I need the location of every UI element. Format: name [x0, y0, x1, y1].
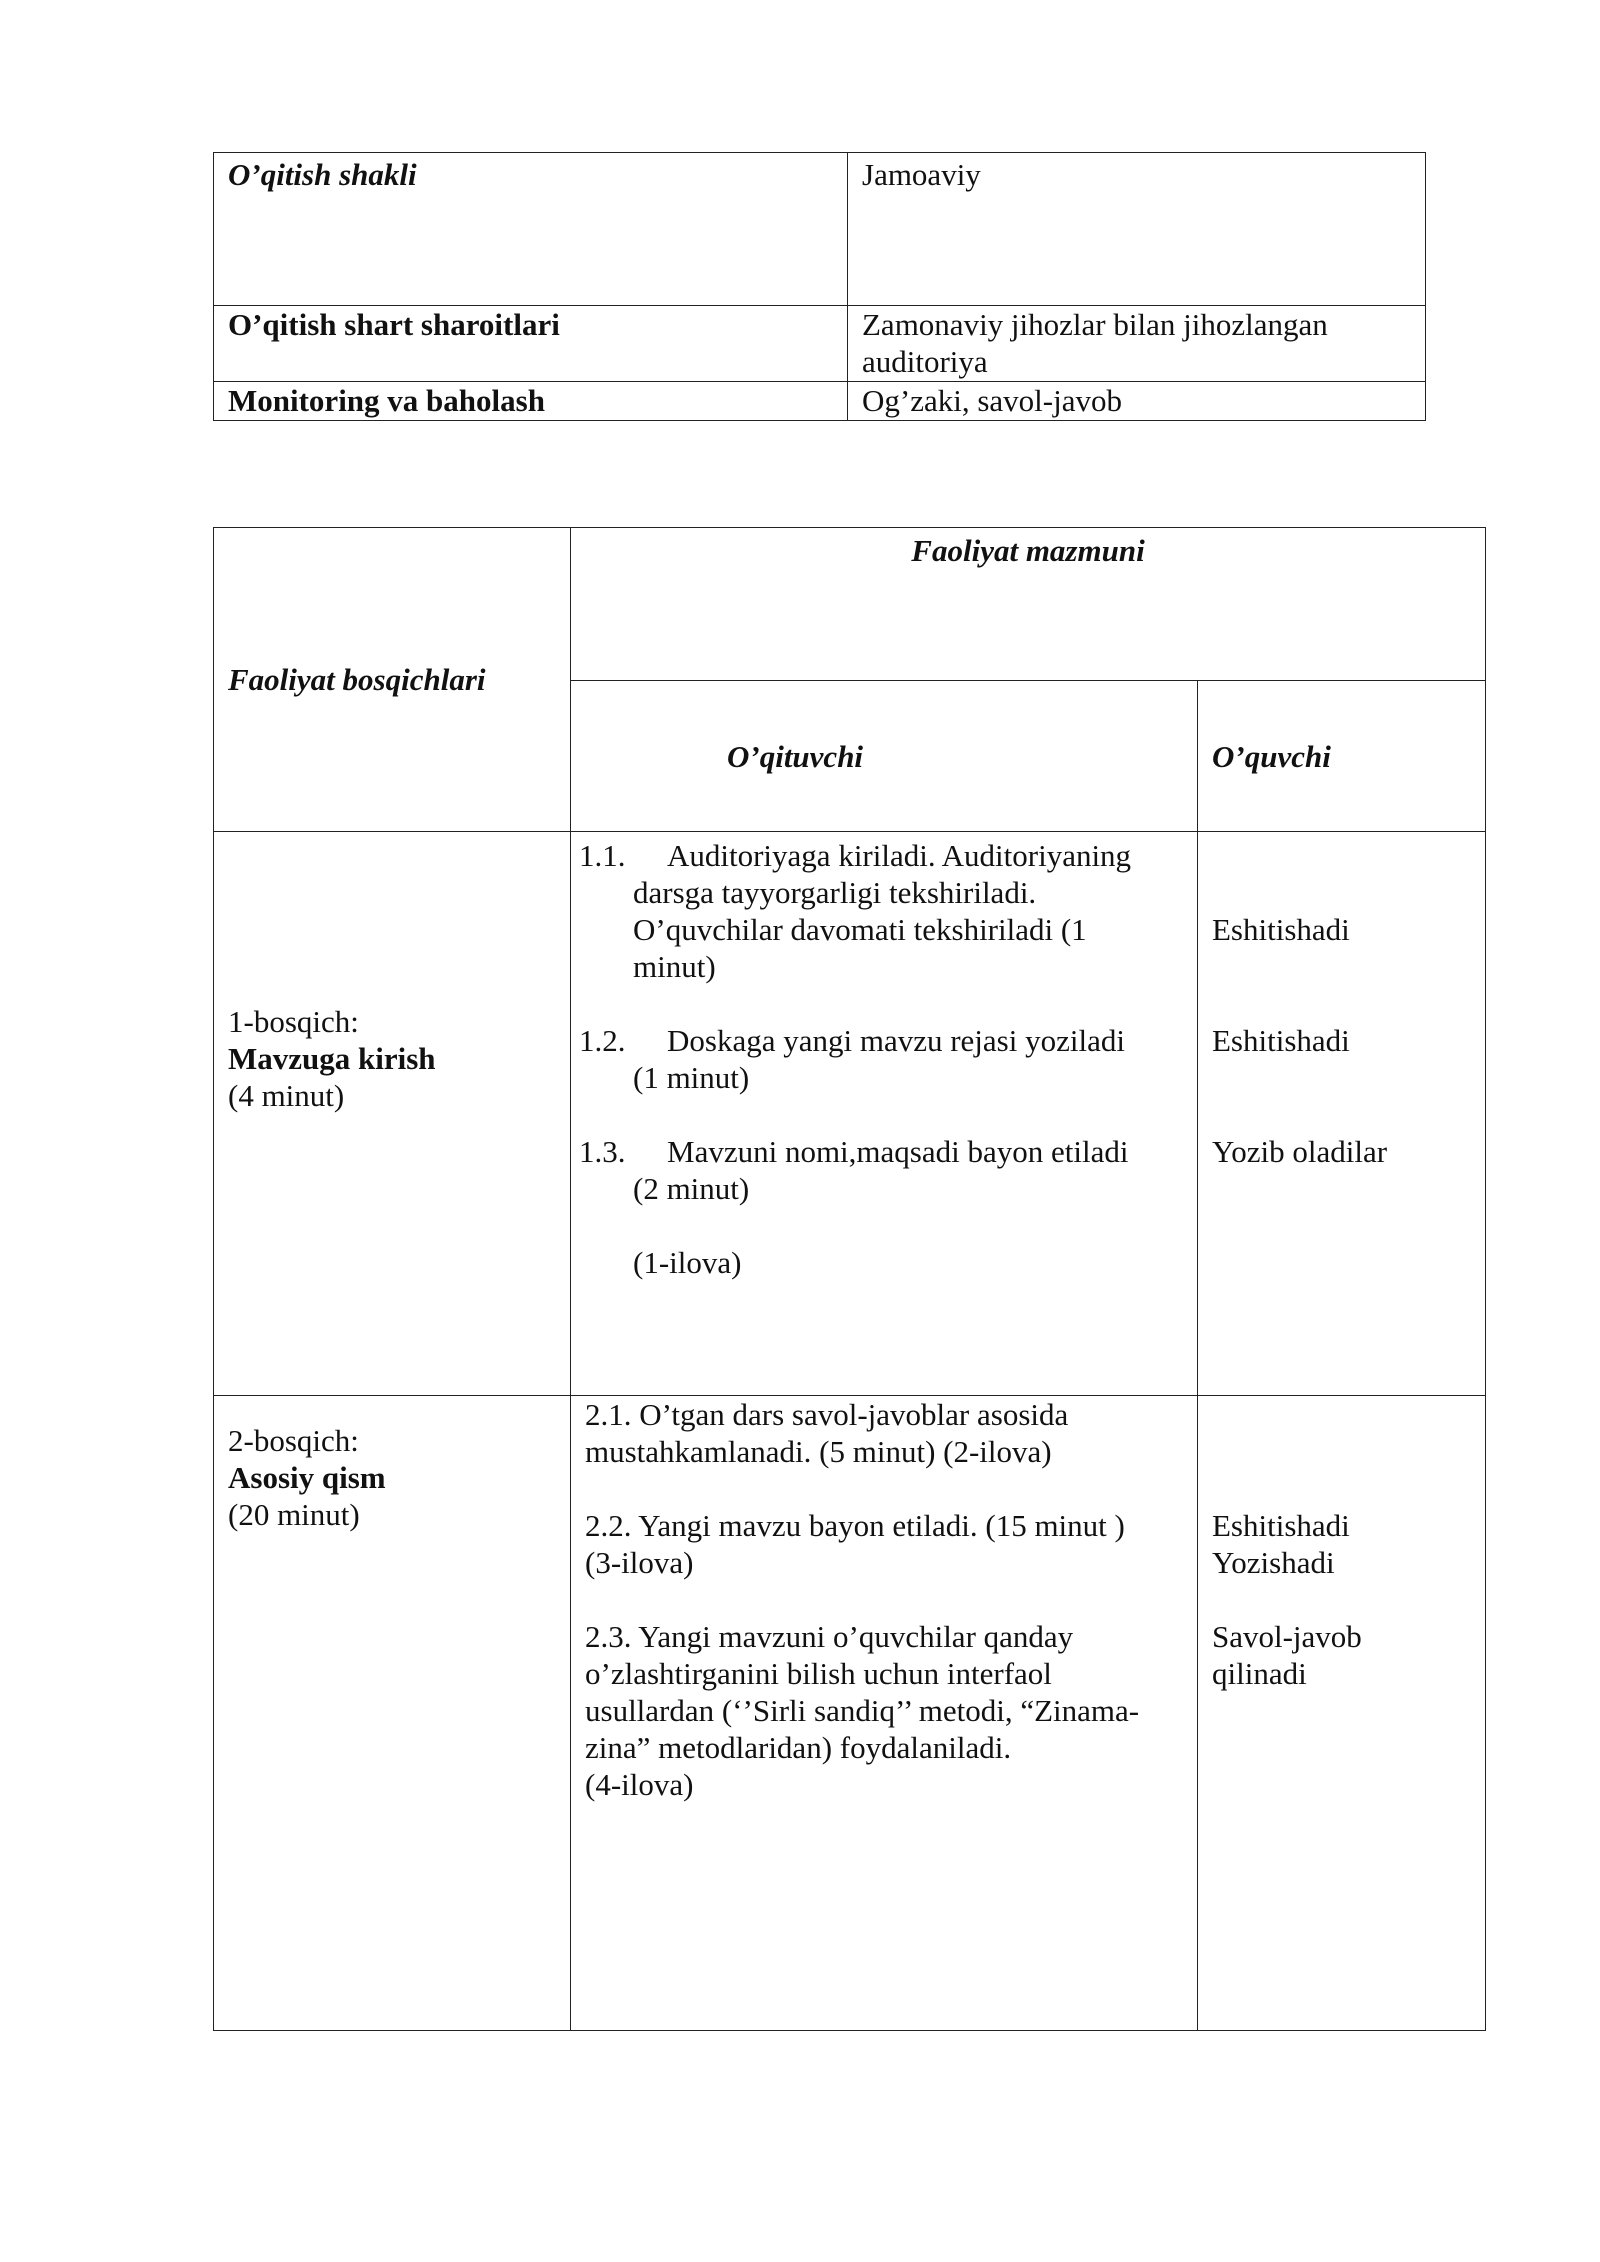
- teacher-actions: [571, 1396, 1198, 2031]
- item-line: Mavzuni nomi,maqsadi bayon etiladi: [667, 1134, 1129, 1169]
- item-line: O’quvchilar davomati tekshiriladi (1: [633, 912, 1087, 947]
- item-line: 2.1. O’tgan dars savol-javoblar asosida: [585, 1397, 1069, 1432]
- stage-duration: (20 minut): [228, 1497, 360, 1532]
- item-line: minut): [633, 949, 716, 984]
- item-number: 1.2.: [579, 1023, 626, 1058]
- teacher-item: [585, 1507, 1183, 1581]
- info-value-monitoring: Og’zaki, savol-javob: [848, 382, 1426, 421]
- info-value-conditions: [848, 306, 1426, 382]
- info-value-conditions-line: Zamonaviy jihozlar bilan jihozlangan: [862, 307, 1328, 342]
- info-row-conditions: [214, 306, 1426, 382]
- info-label-monitoring: Monitoring va baholash: [214, 382, 848, 421]
- stage-row: [214, 1396, 1486, 2031]
- header-content: Faoliyat mazmuni: [571, 528, 1486, 681]
- student-actions: [1198, 1396, 1486, 2031]
- stage-duration: (4 minut): [228, 1078, 345, 1113]
- item-line: (2 minut): [633, 1171, 750, 1206]
- item-number: 1.3.: [579, 1134, 626, 1169]
- item-line: zina” metodlaridan) foydalaniladi.: [585, 1730, 1012, 1765]
- stage-cell: [214, 832, 571, 1396]
- item-number: 1.1.: [579, 838, 626, 873]
- header-teacher: O’qituvchi: [571, 681, 1198, 832]
- item-line: (3-ilova): [585, 1545, 694, 1580]
- info-label-form: O’qitish shakli: [214, 153, 848, 306]
- activity-table: [213, 527, 1486, 2031]
- student-action: Eshitishadi: [1212, 1023, 1350, 1058]
- stage-cell: [214, 1396, 571, 2031]
- student-action: Yozib oladilar: [1212, 1134, 1388, 1169]
- info-table: [213, 152, 1426, 421]
- header-stages: Faoliyat bosqichlari: [214, 528, 571, 832]
- teacher-item: [585, 1618, 1183, 1803]
- student-action: Savol-javob: [1212, 1619, 1362, 1654]
- teacher-item: [579, 837, 1183, 985]
- stage-title: Mavzuga kirish: [228, 1041, 436, 1076]
- activity-header-row: [214, 528, 1486, 681]
- teacher-item: [579, 1133, 1183, 1207]
- info-label-conditions: O’qitish shart sharoitlari: [214, 306, 848, 382]
- stage-row: [214, 832, 1486, 1396]
- appendix-note: (1-ilova): [633, 1245, 742, 1280]
- student-action: qilinadi: [1212, 1656, 1307, 1691]
- student-action: Yozishadi: [1212, 1545, 1335, 1580]
- student-action: Eshitishadi: [1212, 1508, 1350, 1543]
- info-value-form: Jamoaviy: [848, 153, 1426, 306]
- stage-name: 2-bosqich:: [228, 1423, 359, 1458]
- item-line: Auditoriyaga kiriladi. Auditoriyaning: [667, 838, 1132, 873]
- stage-title: Asosiy qism: [228, 1460, 386, 1495]
- teacher-actions: [571, 832, 1198, 1396]
- item-line: o’zlashtirganini bilish uchun interfaol: [585, 1656, 1052, 1691]
- teacher-item: [579, 1022, 1183, 1096]
- item-line: 2.2. Yangi mavzu bayon etiladi. (15 minut ): [585, 1508, 1125, 1543]
- student-actions: [1198, 832, 1486, 1396]
- item-line: Doskaga yangi mavzu rejasi yoziladi: [667, 1023, 1125, 1058]
- item-line: 2.3. Yangi mavzuni o’quvchilar qanday: [585, 1619, 1074, 1654]
- stage-name: 1-bosqich:: [228, 1004, 359, 1039]
- header-student: O’quvchi: [1198, 681, 1486, 832]
- item-line: darsga tayyorgarligi tekshiriladi.: [633, 875, 1037, 910]
- item-line: (1 minut): [633, 1060, 750, 1095]
- student-action: Eshitishadi: [1212, 912, 1350, 947]
- info-value-conditions-line: auditoriya: [862, 344, 988, 379]
- item-line: mustahkamlanadi. (5 minut) (2-ilova): [585, 1434, 1052, 1469]
- item-line: (4-ilova): [585, 1767, 694, 1802]
- info-row-form: [214, 153, 1426, 306]
- info-row-monitoring: [214, 382, 1426, 421]
- teacher-item: [585, 1396, 1183, 1470]
- item-line: usullardan (‘’Sirli sandiq’’ metodi, “Zinama-: [585, 1693, 1140, 1728]
